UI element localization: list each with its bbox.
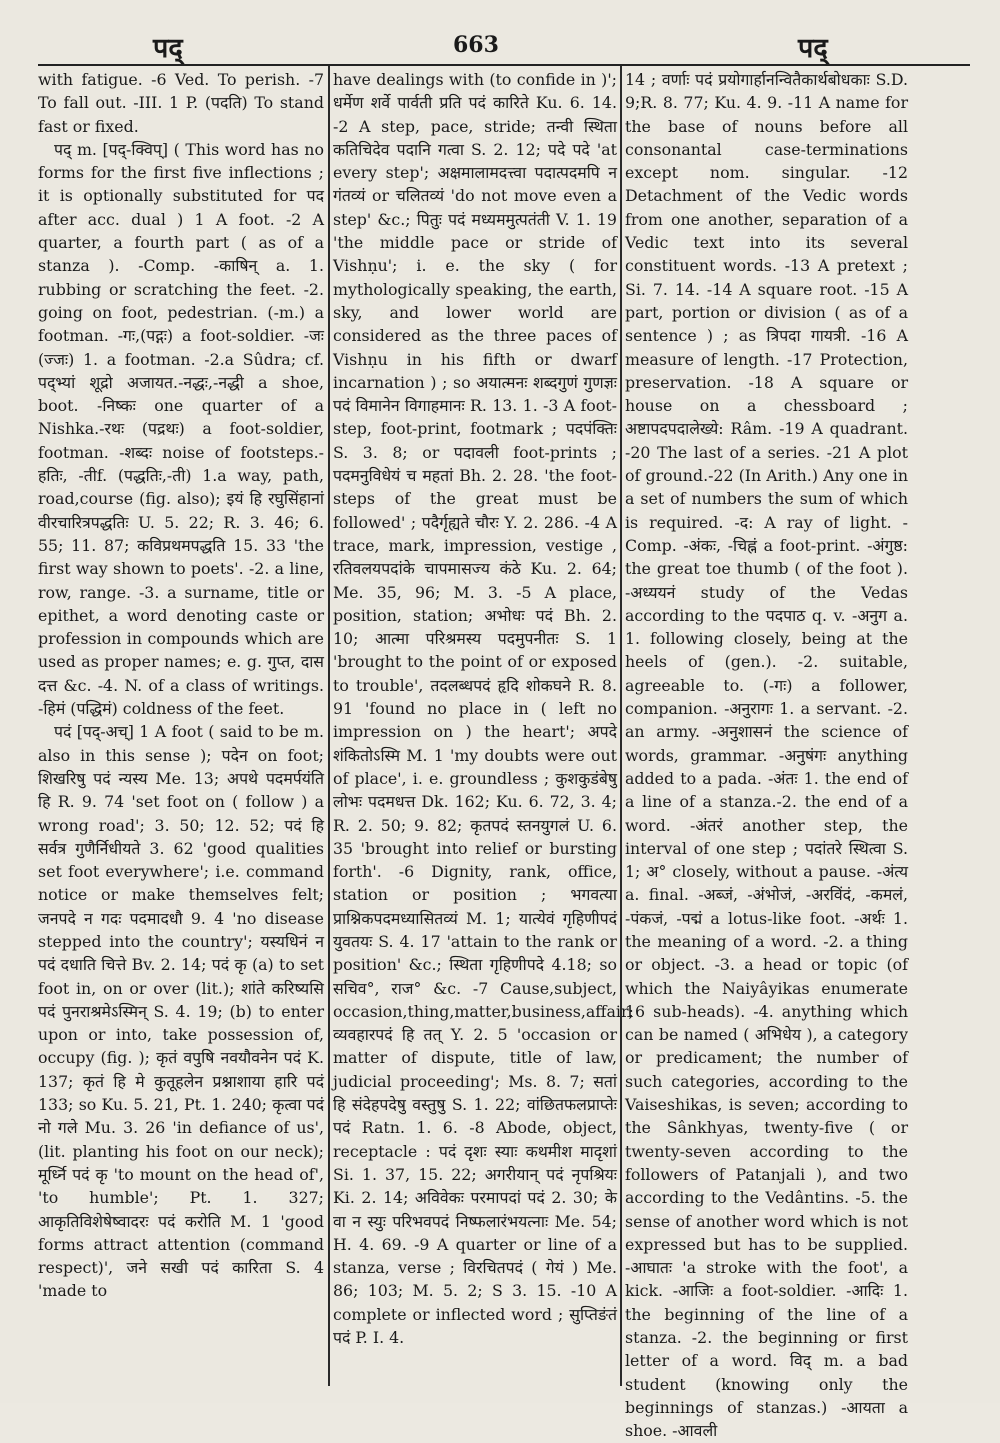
left-running-headword: पद्	[153, 33, 183, 64]
column-2	[333, 68, 634, 1383]
column-divider	[328, 66, 330, 1386]
column-3	[625, 68, 908, 1441]
entry-paragraph: with fatigue. -6 Ved. To perish. -7 To fall out. -III. 1 P. (पदति) To stand fast or fixed.	[38, 70, 324, 136]
page-header	[38, 22, 970, 66]
entry-paragraph: पद् m. [पद्-क्विप्] ( This word has no forms for the first five inflections ; it is optionally substituted for पद after acc. dual ) 1 A foot. -2 A quarter, a fourth part ( as of a stanza ). -Comp. -काषिन् a. 1. rubbing or scratching the feet. -2. going on foot, pedestrian. (-m.) a footman. -गः,(पद्गः) a foot-soldier. -जः (ज्जः) 1. a footman. -2.a Sûdra; cf. पद्भ्यां शूद्रो अजायत.-नद्धः,-नद्धी a shoe, boot. -निष्कः one quarter of a Nishka.-रथः (पद्रथः) a foot-soldier, footman. -शब्दः noise of footsteps.-हतिः, -तीf. (पद्धतिः,-ती) 1.a way, path, road,course (fig. also); इयं हि रघुसिंहानां वीरचारित्रपद्धतिः U. 5. 22; R. 3. 46; 6. 55; 11. 87; कविप्रथमपद्धति 15. 33 'the first way shown to poets'. -2. a line, row, range. -3. a surname, title or epithet, a word denoting caste or profession in compounds which are used as proper names; e. g. गुप्त, दास दत्त &c. -4. N. of a class of writings. -हिमं (पद्धिमं) coldness of the feet.	[38, 139, 324, 719]
page-number: 663	[453, 32, 499, 58]
right-running-headword: पद्	[798, 33, 828, 64]
entry-paragraph: have dealings with (to confide in )'; धर्मेण शर्वे पार्वती प्रति पदं कारिते Ku. 6. 14. -2 A step, pace, stride; तन्वी स्थिता कतिचिदेव पदानि गत्वा S. 2. 12; पदे पदे 'at every step'; अक्षमालामदत्त्वा पदात्पदमपि न गंतव्यं or चलितव्यं 'do not move even a step' &c.; पितुः पदं मध्यममुत्पतंती V. 1. 19 'the middle pace or stride of Vishṇu'; i. e. the sky ( for mythologically speaking, the earth, sky, and lower world are considered as the three paces of Vishṇu in his fifth or dwarf incarnation ) ; so अयात्मनः शब्दगुणं गुणज्ञः पदं विमानेन विगाहमानः R. 13. 1. -3 A foot-step, foot-print, footmark ; पदपंक्तिः S. 3. 8; or पदावली foot-prints ; पदमनुविधेयं च महतां Bh. 2. 28. 'the foot-steps of the great must be followed' ; पदैर्गृह्यते चौरः Y. 2. 286. -4 A trace, mark, impression, vestige , रतिवलयपदांके चापमासज्य कंठे Ku. 2. 64; Me. 35, 96; M. 3. -5 A place, position, station; अभोधः पदं Bh. 2. 10; आत्मा परिश्रमस्य पदमुपनीतः S. 1 'brought to the point of or exposed to trouble', तदलब्धपदं हृदि शोकघने R. 8. 91 'found no place in ( left no impression on ) the heart'; अपदे शंकितोऽस्मि M. 1 'my doubts were out of place', i. e. groundless ; कुशकुडंबेषु लोभः पदमधत्त Dk. 162; Ku. 6. 72, 3. 4; R. 2. 50; 9. 82; कृतपदं स्तनयुगलं U. 6. 35 'brought into relief or bursting forth'. -6 Dignity, rank, office, station or position ; भगवत्या प्राश्निकपदमध्यासितव्यं M. 1; यात्येवं गृहिणीपदं युवतयः S. 4. 17 'attain to the rank or position' &c.; स्थिता गृहिणीपदे 4.18; so सचिव°, राज° &c. -7 Cause,subject, occasion,thing,matter,business,affair; व्यवहारपदं हि तत् Y. 2. 5 'occasion or matter of dispute, title of law, judicial proceeding'; Ms. 8. 7; सतां हि संदेहपदेषु वस्तुषु S. 1. 22; वांछितफलप्राप्तेः पदं Ratn. 1. 6. -8 Abode, object, receptacle : पदं दृशः स्याः कथमीश मादृशां Si. 1. 37, 15. 22; अगरीयान् पदं नृपश्रियः Ki. 2. 14; अविवेकः परमापदां पदं 2. 30; के वा न स्युः परिभवपदं निष्फलारंभयत्नाः Me. 54; H. 4. 69. -9 A quarter or line of a stanza, verse ; विरचितपदं ( गेयं ) Me. 86; 103; M. 5. 2; S 3. 15. -10 A complete or inflected word ; सुप्तिङंतं पदं P. I. 4.	[333, 70, 634, 1348]
entry-paragraph: 14 ; वर्णाः पदं प्रयोगार्हानन्वितैकार्थबोधकाः S.D. 9;R. 8. 77; Ku. 4. 9. -11 A name for the base of nouns before all consonantal case-terminations except nom. singular. -12 Detachment of the Vedic words from one another, separation of a Vedic text into its several constituent words. -13 A pretext ; Si. 7. 14. -14 A square root. -15 A part, portion or division ( as of a sentence ) ; as त्रिपदा गायत्री. -16 A measure of length. -17 Protection, preservation. -18 A square or house on a chessboard ; अष्टापदपदालेख्ये: Râm. -19 A quadrant. -20 The last of a series. -21 A plot of ground.-22 (In Arith.) Any one in a set of numbers the sum of which is required. -द: A ray of light. -Comp. -अंकः, -चिह्नं a foot-print. -अंगुष्ठ: the great toe thumb ( of the foot ). -अध्ययनं study of the Vedas according to the पदपाठ q. v. -अनुग a. 1. following closely, being at the heels of (gen.). -2. suitable, agreeable to. (-गः) a follower, companion. -अनुरागः 1. a servant. -2. an army. -अनुशासनं the science of words, grammar. -अनुषंगः anything added to a pada. -अंतः 1. the end of a line of a stanza.-2. the end of a word. -अंतरं another step, the interval of one step ; पदांतरे स्थित्वा S. 1; अ° closely, without a pause. -अंत्य a. final. -अब्जं, -अंभोजं, -अरविंदं, -कमलं, -पंकजं, -पद्मं a lotus-like foot. -अर्थः 1. the meaning of a word. -2. a thing or object. -3. a head or topic (of which the Naiyâyikas enumerate 16 sub-heads). -4. anything which can be named ( अभिधेय ), a category or predicament; the number of such categories, according to the Vaiseshikas, is seven; according to the Sânkhyas, twenty-five ( or twenty-seven according to the followers of Patanjali ), and two according to the Vedântins. -5. the sense of another word which is not expressed but has to be supplied. -आघातः 'a stroke with the foot', a kick. -आजिः a foot-soldier. -आदिः 1. the beginning of the line of a stanza. -2. the beginning or first letter of a word. विद् m. a bad student (knowing only the beginnings of stanzas.) -आयता a shoe. -आवली	[625, 70, 908, 1441]
column-divider	[620, 66, 622, 1386]
column-1	[38, 68, 324, 1383]
header-rule	[38, 64, 970, 66]
entry-paragraph: पदं [पद्-अच्] 1 A foot ( said to be m. also in this sense ); पदेन on foot; शिखरिषु पदं न्यस्य Me. 13; अपथे पदमर्पयंति हि R. 9. 74 'set foot on ( follow ) a wrong road'; 3. 50; 12. 52; पदं हि सर्वत्र गुणैर्निधीयते 3. 62 'good qualities set foot everywhere'; i.e. command notice or make themselves felt; जनपदे न गदः पदमादधौ 9. 4 'no disease stepped into the country'; यस्यधिनं न पदं दधाति चित्ते Bv. 2. 14; पदं कृ (a) to set foot in, on or over (lit.); शांते करिष्यसि पदं पुनराश्रमेऽस्मिन् S. 4. 19; (b) to enter upon or into, take possession of, occupy (fig. ); कृतं वपुषि नवयौवनेन पदं K. 137; कृतं हि मे कुतूहलेन प्रश्नाशाया हारि पदं 133; so Ku. 5. 21, Pt. 1. 240; कृत्वा पदं नो गले Mu. 3. 26 'in defiance of us', (lit. planting his foot on our neck); मूर्ध्नि पदं कृ 'to mount on the head of', 'to humble'; Pt. 1. 327; आकृतिविशेषेष्वादरः पदं करोति M. 1 'good forms attract attention (command respect)', जने सखी पदं कारिता S. 4 'made to	[38, 722, 324, 1301]
